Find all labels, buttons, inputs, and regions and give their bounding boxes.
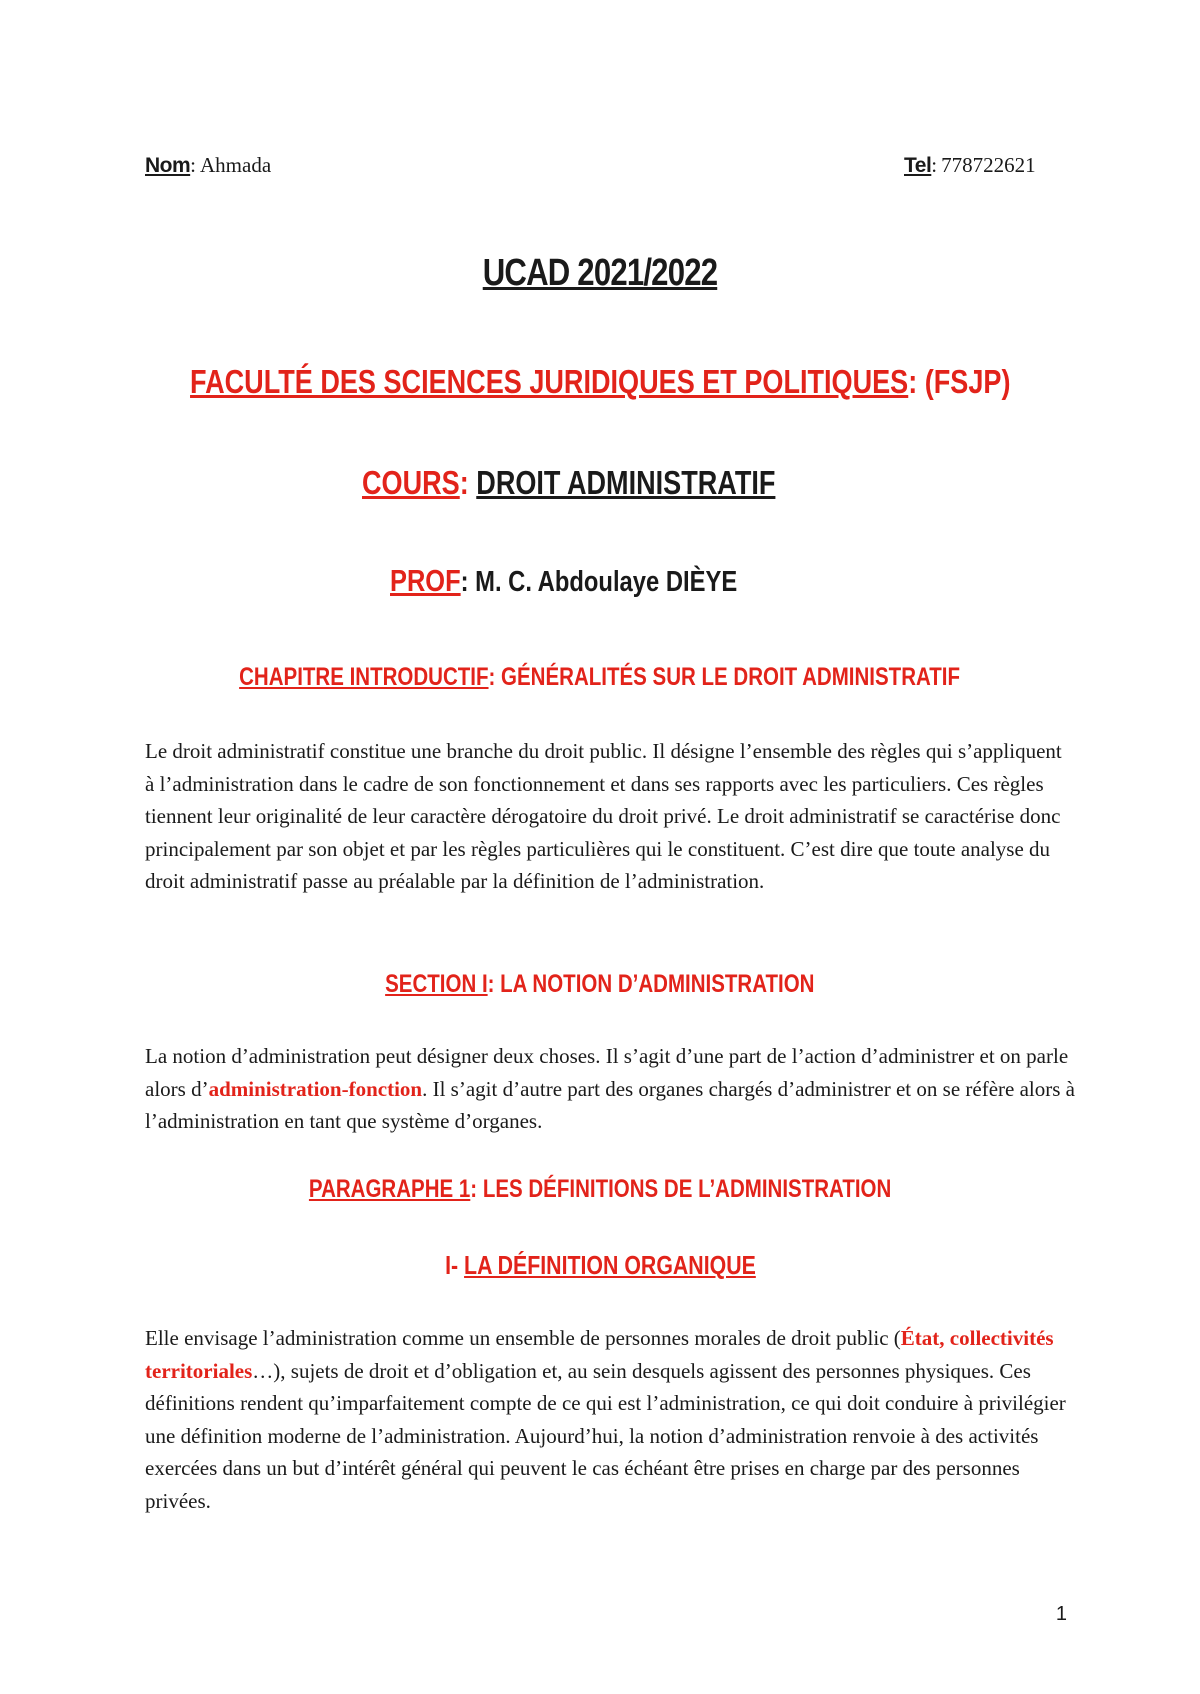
organic-text-part2: …), sujets de droit et d’obligation et, au sein desquels agissent des personnes physiques. Ces définitions rendent qu’imparfaitement compte de ce qui est l’administration, ce qui doit conduire à privilégier une définition moderne de l’administration. Aujourd’hui, la notion d’administration renvoie à des activités exercées dans un but d’intérêt général qui peuvent le cas échéant être prises en charge par des personnes privées.: [145, 1358, 1066, 1513]
prof-heading: [390, 563, 737, 599]
subheading-value: LA DÉFINITION ORGANIQUE: [463, 1250, 756, 1280]
administration-fonction-term: administration-fonction: [208, 1076, 423, 1101]
section-1-label: SECTION I: [385, 970, 488, 998]
course-separator: :: [459, 464, 477, 501]
tel-label: Tel: [904, 154, 932, 177]
course-line: [362, 464, 866, 502]
prof-line: [390, 563, 813, 599]
prof-value: : M. C. Abdoulaye DIÈYE: [460, 566, 738, 598]
prof-label: PROF: [390, 563, 461, 598]
name-label: Nom: [145, 154, 191, 177]
tel-line: [904, 153, 1036, 178]
faculty-heading: [190, 363, 1010, 401]
paragraph-1-label: PARAGRAPHE 1: [308, 1175, 471, 1203]
organic-text: [145, 1322, 1075, 1517]
section-1-text-part1: La notion d’administration peut désigner deux choses. Il s’agit d’une part de l’action d’administrer et on parle alors d’: [145, 1044, 1069, 1101]
section-1-text: [145, 1040, 1075, 1138]
chapter-value: : GÉNÉRALITÉS SUR LE DROIT ADMINISTRATIF: [488, 663, 961, 691]
course-heading: [362, 464, 775, 502]
faculty-name: FACULTÉ DES SCIENCES JURIDIQUES ET POLITIQUES: [189, 363, 908, 400]
page-number: 1: [1055, 1603, 1067, 1625]
subheading-line: [0, 1250, 1200, 1281]
faculty-suffix: : (FSJP): [907, 363, 1011, 400]
organic-paragraph: [145, 1322, 1075, 1517]
intro-paragraph: [145, 735, 1075, 898]
course-label: COURS: [362, 464, 460, 501]
subheading: [445, 1250, 756, 1281]
section-1-value: : LA NOTION D’ADMINISTRATION: [487, 970, 815, 998]
section-1-paragraph: [145, 1040, 1075, 1138]
paragraph-1-line: [0, 1175, 1200, 1204]
paragraph-1-value: : LES DÉFINITIONS DE L’ADMINISTRATION: [470, 1175, 892, 1203]
state-collectivities-term: État, collectivités territoriales: [145, 1326, 1054, 1383]
tel-separator: :: [931, 153, 938, 177]
section-1-line: [0, 970, 1200, 999]
intro-text: Le droit administratif constitue une branche du droit public. Il désigne l’ensemble des règles qui s’appliquent à l’administration dans le cadre de son fonctionnement et dans ses rapports avec les particuliers. Ces règles tiennent leur originalité de leur caractère dérogatoire du droit privé. Le droit administratif se caractérise donc principalement par son objet et par les règles particulières qui le constituent. C’est dire que toute analyse du droit administratif passe au préalable par la définition de l’administration.: [145, 739, 1062, 893]
page-title: [0, 252, 1200, 295]
chapter-heading: [240, 663, 961, 692]
subheading-prefix: I-: [444, 1250, 464, 1280]
section-1-heading: [385, 970, 814, 999]
chapter-label: CHAPITRE INTRODUCTIF: [239, 663, 489, 691]
paragraph-1-heading: [309, 1175, 891, 1204]
chapter-line: [0, 663, 1200, 692]
organic-text-part1: Elle envisage l’administration comme un ensemble de personnes morales de droit public (: [145, 1326, 901, 1350]
name-value: Ahmada: [200, 153, 272, 177]
name-separator: :: [190, 153, 197, 177]
name-line: [145, 153, 271, 178]
faculty-line: [0, 363, 1200, 401]
tel-value: 778722621: [941, 153, 1036, 177]
course-value: DROIT ADMINISTRATIF: [476, 464, 776, 501]
section-1-text-part2: . Il s’agit d’autre part des organes chargés d’administrer et on se réfère alors à l’administration en tant que système d’organes.: [145, 1076, 1075, 1133]
title-text: UCAD 2021/2022: [482, 252, 718, 294]
